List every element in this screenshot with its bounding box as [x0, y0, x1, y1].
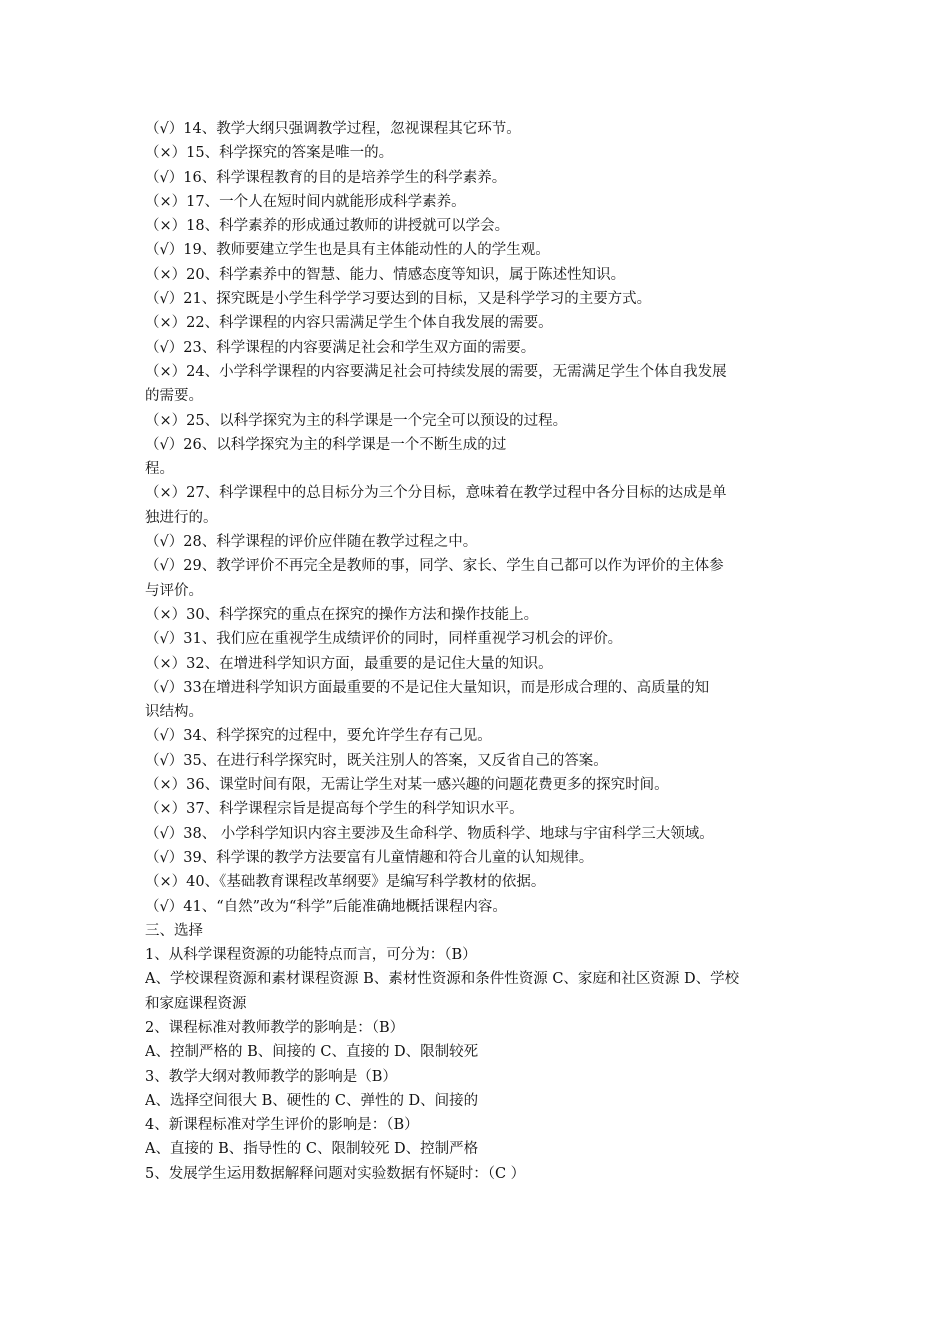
text-line: （√）35、在进行科学探究时，既关注别人的答案，又反省自己的答案。: [145, 752, 608, 769]
text-line: （√）26、以科学探究为主的科学课是一个不断生成的过: [145, 436, 507, 453]
text-line: 3、教学大纲对教师教学的影响是（B）: [145, 1068, 397, 1085]
text-line: （×）40、《基础教育课程改革纲要》是编写科学教材的依据。: [145, 874, 546, 891]
text-line: （×）22、科学课程的内容只需满足学生个体自我发展的需要。: [145, 315, 553, 332]
text-line: A、直接的 B、指导性的 C、限制较死 D、控制严格: [145, 1141, 479, 1158]
text-line: （×）32、在增进科学知识方面，最重要的是记住大量的知识。: [145, 655, 553, 672]
text-line: （√）29、教学评价不再完全是教师的事，同学、家长、学生自己都可以作为评价的主体参: [145, 558, 724, 575]
text-line: （√）21、探究既是小学生科学学习要达到的目标，又是科学学习的主要方式。: [145, 291, 652, 308]
text-line: （×）27、科学课程中的总目标分为三个分目标，意味着在教学过程中各分目标的达成是单: [145, 485, 727, 502]
text-line: （×）36、课堂时间有限，无需让学生对某一感兴趣的问题花费更多的探究时间。: [145, 777, 669, 794]
text-line: （√）39、科学课的教学方法要富有儿童情趣和符合儿童的认知规律。: [145, 849, 594, 866]
text-line: 1、从科学课程资源的功能特点而言，可分为：（B）: [145, 947, 477, 964]
document-page: [145, 117, 810, 1186]
text-line: （×）24、小学科学课程的内容要满足社会可持续发展的需要，无需满足学生个体自我发展: [145, 363, 727, 380]
text-line: （√）14、教学大纲只强调教学过程，忽视课程其它环节。: [145, 121, 521, 137]
text-line: 2、课程标准对教师教学的影响是：（B）: [145, 1019, 405, 1036]
text-line: （×）30、科学探究的重点在探究的操作方法和操作技能上。: [145, 606, 539, 623]
text-line: （×）25、以科学探究为主的科学课是一个完全可以预设的过程。: [145, 412, 568, 429]
text-line: 5、发展学生运用数据解释问题对实验数据有怀疑时：（C ）: [145, 1165, 526, 1182]
text-line: 与评价。: [145, 582, 203, 599]
text-line: （√）33在增进科学知识方面最重要的不是记住大量知识，而是形成合理的、高质量的知: [145, 679, 710, 696]
text-line: （√）41、“自然”改为“科学”后能准确地概括课程内容。: [145, 898, 507, 915]
text-line: （√）34、科学探究的过程中，要允许学生存有己见。: [145, 728, 492, 745]
text-line: （×）20、科学素养中的智慧、能力、情感态度等知识，属于陈述性知识。: [145, 266, 626, 283]
text-line: （×）18、科学素养的形成通过教师的讲授就可以学会。: [145, 218, 510, 235]
text-line: 识结构。: [145, 704, 203, 721]
text-line: （×）17、一个人在短时间内就能形成科学素养。: [145, 193, 466, 210]
text-line: A、控制严格的 B、间接的 C、直接的 D、限制较死: [145, 1044, 479, 1061]
section-heading: 三、选择: [145, 922, 203, 939]
text-line: 4、新课程标准对学生评价的影响是：（B）: [145, 1117, 419, 1134]
text-line: （×）15、科学探究的答案是唯一的。: [145, 145, 394, 162]
text-line: （√）16、科学课程教育的目的是培养学生的科学素养。: [145, 169, 507, 186]
text-line: A、选择空间很大 B、硬性的 C、弹性的 D、间接的: [145, 1092, 479, 1109]
text-line: （√）28、科学课程的评价应伴随在教学过程之中。: [145, 534, 478, 551]
text-line: A、学校课程资源和素材课程资源 B、素材性资源和条件性资源 C、家庭和社区资源 D、学校: [145, 971, 740, 988]
text-line: （√）19、教师要建立学生也是具有主体能动性的人的学生观。: [145, 242, 550, 259]
text-line: 程。: [145, 461, 174, 478]
text-line: 独进行的。: [145, 509, 218, 526]
text-line: 的需要。: [145, 388, 203, 405]
text-line: 和家庭课程资源: [145, 995, 247, 1012]
text-line: （√）38、 小学科学知识内容主要涉及生命科学、物质科学、地球与宇宙科学三大领域。: [145, 825, 714, 842]
text-line: （√）31、我们应在重视学生成绩评价的同时，同样重视学习机会的评价。: [145, 631, 623, 648]
text-line: （×）37、科学课程宗旨是提高每个学生的科学知识水平。: [145, 801, 524, 818]
text-line: （√）23、科学课程的内容要满足社会和学生双方面的需要。: [145, 339, 536, 356]
